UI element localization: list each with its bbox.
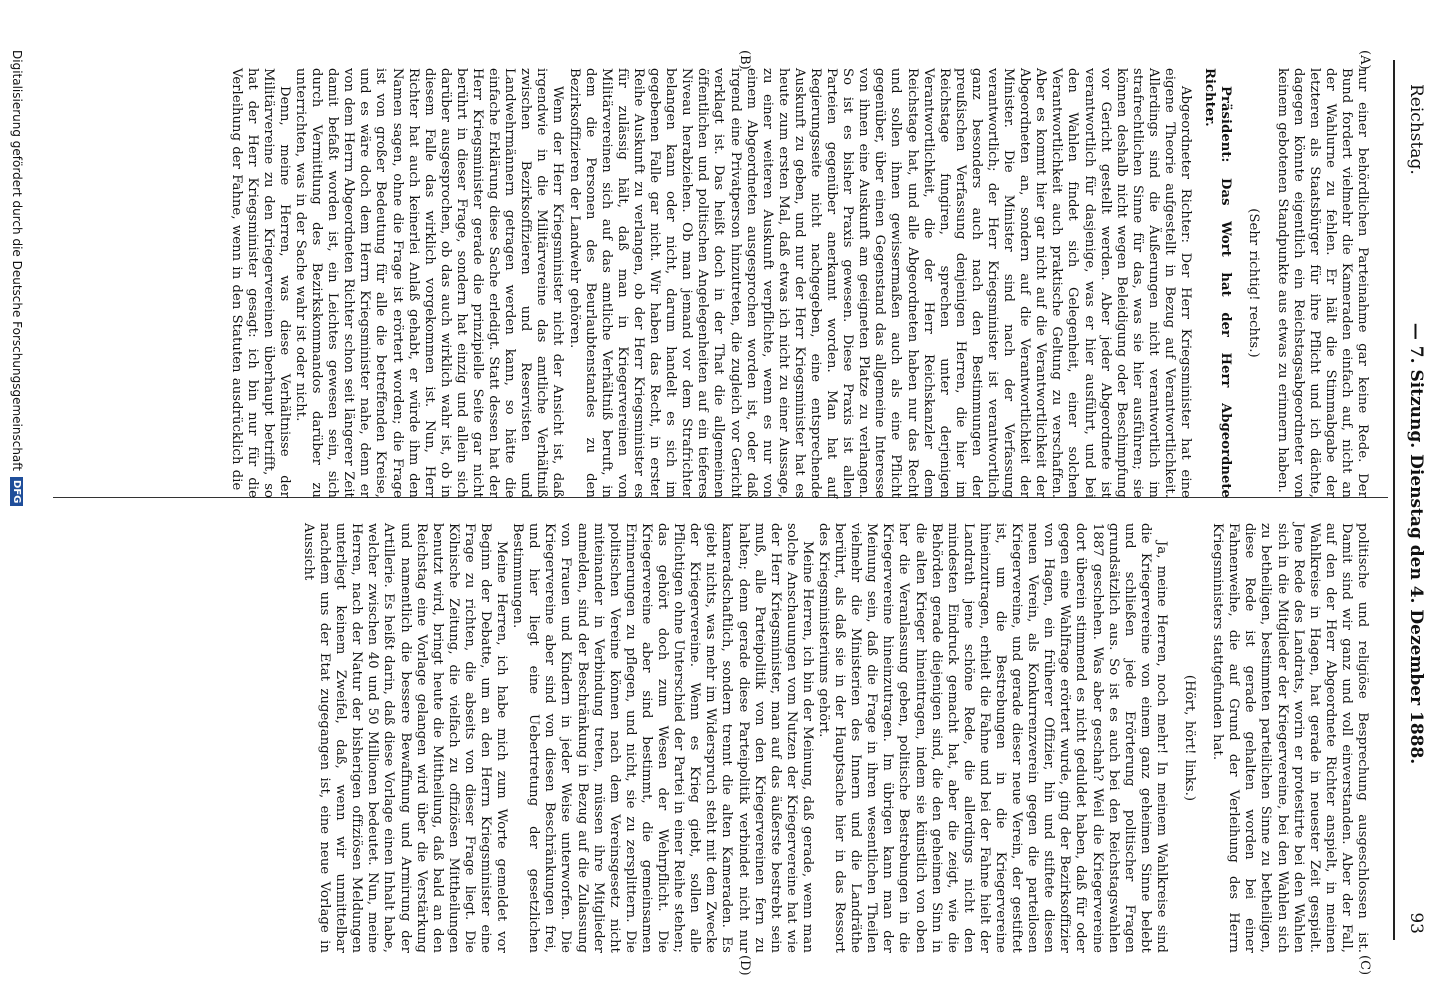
- paragraph: Denn, meine Herren, was diese Verhältnisse der Militärvereine zu den Kriegervereinen überhaupt betrifft, so hat der Herr Kriegsminister gesagt: ich bin nur für die Verleihung der Fahne, wenn in den Statuten ausdrücklich die: [228, 68, 292, 498]
- paragraph: Meine Herren, ich habe mich zum Worte gemeldet vor Beginn der Debatte, um an den Herrn Kriegsminister eine Frage zu richten, die abseits von dieser Frage liegt. Die Kölnische Zeitung, die vielfach zu offiziösen Mittheilungen benutzt wird, bringt heute die Mittheilung, daß bald an den Reichstag eine Vorlage gelangen wird über die Verstärkung und namentlich die bessere Bewaffnung und Armirung der Artillerie. Es heißt darin, daß diese Vorlage einen Inhalt habe, welcher zwischen 40 und 50 Millionen bedeutet. Nun, meine Herren, nach der Natur der bisherigen offiziösen Meldungen unterliegt keinem Zweifel, daß, wenn wir unmittelbar nachdem uns der Etat zugegangen ist, eine neue Vorlage in Aussicht: [301, 523, 510, 953]
- paragraph: Wenn der Herr Kriegsminister nicht der Ansicht ist, daß irgendwie in die Militärvereine das amtliche Verhältniß zwischen Bezirksoffizieren und Reservisten und Landwehrmännern getragen werden kann, so hätte die einfache Erklärung diese Sache erledigt. Statt dessen hat der Herr Kriegsminister gerade die prinzipielle Seite gar nicht berührt in dieser Frage, sondern hat einzig und allein sich darüber ausgesprochen, ob das auch wirklich wahr ist, ob in diesem Falle das wirklich vorgekommen ist. Nun, Herr Richter hat auch keinerlei Anlaß gehabt, er würde ihm den Namen sagen, ohne die Frage ist erörtert worden; die Frage ist von großer Bedeutung für alle die betreffenden Kreise, und es wäre doch dem Herrn Kriegsminister nahe, denn er von dem Herrn Abgeordneten Richter schon seit längerer Zeit damit befaßt worden ist, ein Leichtes gewesen sein, sich durch Vermittlung des Bezirkskommandos darüber zu unterrichten, was in der Sache wahr ist oder nicht.: [293, 68, 566, 498]
- margin-mark-a: (A): [1357, 50, 1372, 70]
- paragraph: politische und religiöse Besprechung ausgeschlossen ist. Damit sind wir ganz und voll einverstanden. Aber der Fall, auf den der Herr Abgeordnete Richter anspielt, in meinen Wahlkreise in Hagen, hat gerade in neuester Zeit gespielt. Jene Rede des Landrats, worin er protestirte bei den Wahlen sich in die Mitglieder der Kriegervereine, bei den Wahlen sich zu betheiligen, bestimmten parteilichen Sinne zu betheiligen, diese Rede ist gerade gehalten worden bei einer Fahnenweihe, die auf Grund der Verleihung des Herrn Kriegsministers stattgefunden hat.: [1210, 523, 1370, 953]
- paragraph: Abgeordneter Richter: Der Herr Kriegsminister hat eine eigene Theorie aufgestellt in Bezug auf Verantwortlichkeit. Allerdings sind die Äußerungen nicht verantwortlich im strafrechtlichen Sinne für das, was sie hier ausführen; sie können deshalb nicht wegen Beleidigung oder Beschimpfung vor Gericht gestellt werden. Aber jeder Abgeordnete ist verantwortlich für dasjenige, was er hier ausführt, und bei den Wahlen findet sich Gelegenheit, einer solchen Verantwortlichkeit auch praktische Geltung zu verschaffen. Aber es kommt hier gar nicht auf die Verantwortlichkeit der Abgeordneten an, sondern auf die Verantwortlichkeit der Minister. Die Minister sind nach der Verfassung verantwortlich; der Herr Kriegsminister ist verantwortlich ganz besonders auch nach den Bestimmungen der preußischen Verfassung denjenigen Herren, die hier im Reichstage fungiren, sprechen unter derjenigen Verantwortlichkeit, die der Herr Reichskanzler dem Reichstage hat, und alle Abgeordneten haben nur das Recht und sollen ihnen gewissermaßen auch als eine Pflicht gegenüber, über einen Gegenstand das allgemeine Interesse von ihnen eine Auskunft am geeigneten Platze zu verlangen. So ist es bisher Praxis gewesen. Diese Praxis ist allen Parteien gegenüber anerkannt worden. Man hat auf Regierungsseite nicht nachgegeben, eine entsprechende Auskunft zu geben, und nur der Herr Kriegsminister hat es heute zum ersten Mal, daß etwas ich nicht zu einer Aussage, zu einer weiteren Auskunft verpflichte, wenn es nur von einem Abgeordneten ausgesprochen worden ist, oder daß irgend eine Privatperson hinzutreten, die zugleich vor Gericht verklagt ist. Das heißt doch in der That die allgemeinen öffentlichen und politischen Angelegenheiten auf ein tieferes Niveau herabziehen. Ob man jemand vor dem Strafrichter belangen kann oder nicht, darum handelt es sich im gegebenen Falle gar nicht. Wir haben das Recht, in erster Reihe Auskunft zu verlangen, ob der Herr Kriegsminister es für zulässig hält, daß man in Kriegervereinen von Militärvereinen sich auf das amtliche Verhältniß beruft, in dem die Personen des Beurlaubtenstandes zu den Bezirksoffizieren der Landwehr gehören.: [566, 68, 1194, 498]
- digitization-footer: [7, 50, 27, 950]
- interjection: (Hört, hört! links.): [1182, 674, 1198, 802]
- paragraph: nur einer behördlichen Parteinahme gar keine Rede. Der Bund fordert vielmehr die Kameraden einfach auf, nicht an der Wahlurne zu fehlen. Er hält die Stimmabgabe der letzteren als Staatsbürger für ihre Pflicht und ich dächte, dagegen könnte eigentlich ein Reichstagsabgeordneter von keinem gebotenen Standpunkte aus etwas zu erinnern haben.: [1274, 68, 1370, 498]
- margin-mark-c: (C): [1357, 955, 1372, 976]
- footer-text: Digitalisierung gefördert durch die Deutsche Forschungsgemeinschaft: [10, 50, 24, 472]
- margin-mark-d: (D): [737, 955, 752, 976]
- header-rule: [1393, 60, 1395, 940]
- interjection: (Sehr richtig! rechts.): [1246, 208, 1262, 358]
- margin-mark-b: (B): [737, 50, 752, 70]
- page-header: [1401, 84, 1431, 934]
- right-column: [300, 523, 1370, 953]
- page-number: 93: [1406, 912, 1426, 934]
- paragraph: Meine Herren, ich bin der Meinung, daß gerade, wenn man solche Anschauungen vom Nutzen der Kriegervereine hat wie der Herr Kriegsminister, man auf das äußerste bestrebt sein muß, alle Parteipolitik von den Kriegervereinen fern zu halten; denn gerade diese Parteipolitik verbindet nicht nur kameradschaftlich, sondern trennt die alten Kameraden. Es giebt nichts, was mehr im Widerspruch steht mit dem Zwecke der Kriegervereine. Wenn es Krieg giebt, sollen alle Pflichtigen ohne Unterschied der Partei in einer Reihe stehen; das gehört doch zum Wesen der Wehrpflicht. Die Kriegervereine aber sind bestimmt, die gemeinsamen Erinnerungen zu pflegen, und nicht, sie zu zersplittern. Die politischen Vereine können nach dem Vereinsgesetz nicht miteinander in Verbindung treten, müssen ihre Mitglieder anmelden, sind der Beschränkung in Bezug auf die Zulassung von Frauen und Kindern in jeder Weise unterworfen. Die Kriegervereine aber sind von diesen Beschränkungen frei, und hier liegt eine Uebertretung der gesetzlichen Bestimmungen.: [510, 523, 815, 953]
- dfg-logo-icon: DFG: [11, 477, 24, 506]
- header-left: Reichstag.: [1406, 84, 1426, 175]
- president-line: Präsident: Das Wort hat der Herr Abgeordnete Richter.: [1202, 68, 1234, 498]
- left-column: [228, 68, 1370, 498]
- paragraph: Ja, meine Herren, noch mehr! In meinem Wahlkreise sind die Kriegervereine von einem ganz geheimen Sinne belebt und schließen jede Erörterung politischer Fragen grundsätzlich aus. So ist es auch bei den Reichstagswahlen 1887 geschehen. Was aber geschah? Weil die Kriegervereine dort überein stimmend es nicht geduldet haben, daß für oder gegen eine Wahlfrage erörtert wurde, ging der Bezirksoffizier von Hagen, ein früherer Offizier, hin und stiftete diesen neuen Verein, als Konkurrenzverein gegen die parteilosen Kriegervereine, und gerade dieser neue Verein, der gestiftet ist, um die Bestrebungen in die Kriegervereine hineinzutragen, erhielt die Fahne und bei der Fahne hielt der Landrath jene schöne Rede, die allerdings nicht den mindesten Eindruck gemacht hat, aber die zeigt, wie die Behörden gerade diejenigen sind, die den geheimen Sinn in die alten Krieger hineintragen, indem sie künstlich von oben her die Veranlassung geben, politische Bestrebungen in die Kriegervereine hineinzutragen. Im übrigen kann man der Meinung sein, daß die Frage in ihren wesentlichen Theilen vielmehr die Ministerien des Innern und die Landräthe berührt, als daß sie in der Hauptsache hier in das Ressort des Kriegsministeriums gehört.: [816, 523, 1169, 953]
- header-title: — 7. Sitzung. Dienstag den 4. Dezember 1888.: [1406, 322, 1426, 765]
